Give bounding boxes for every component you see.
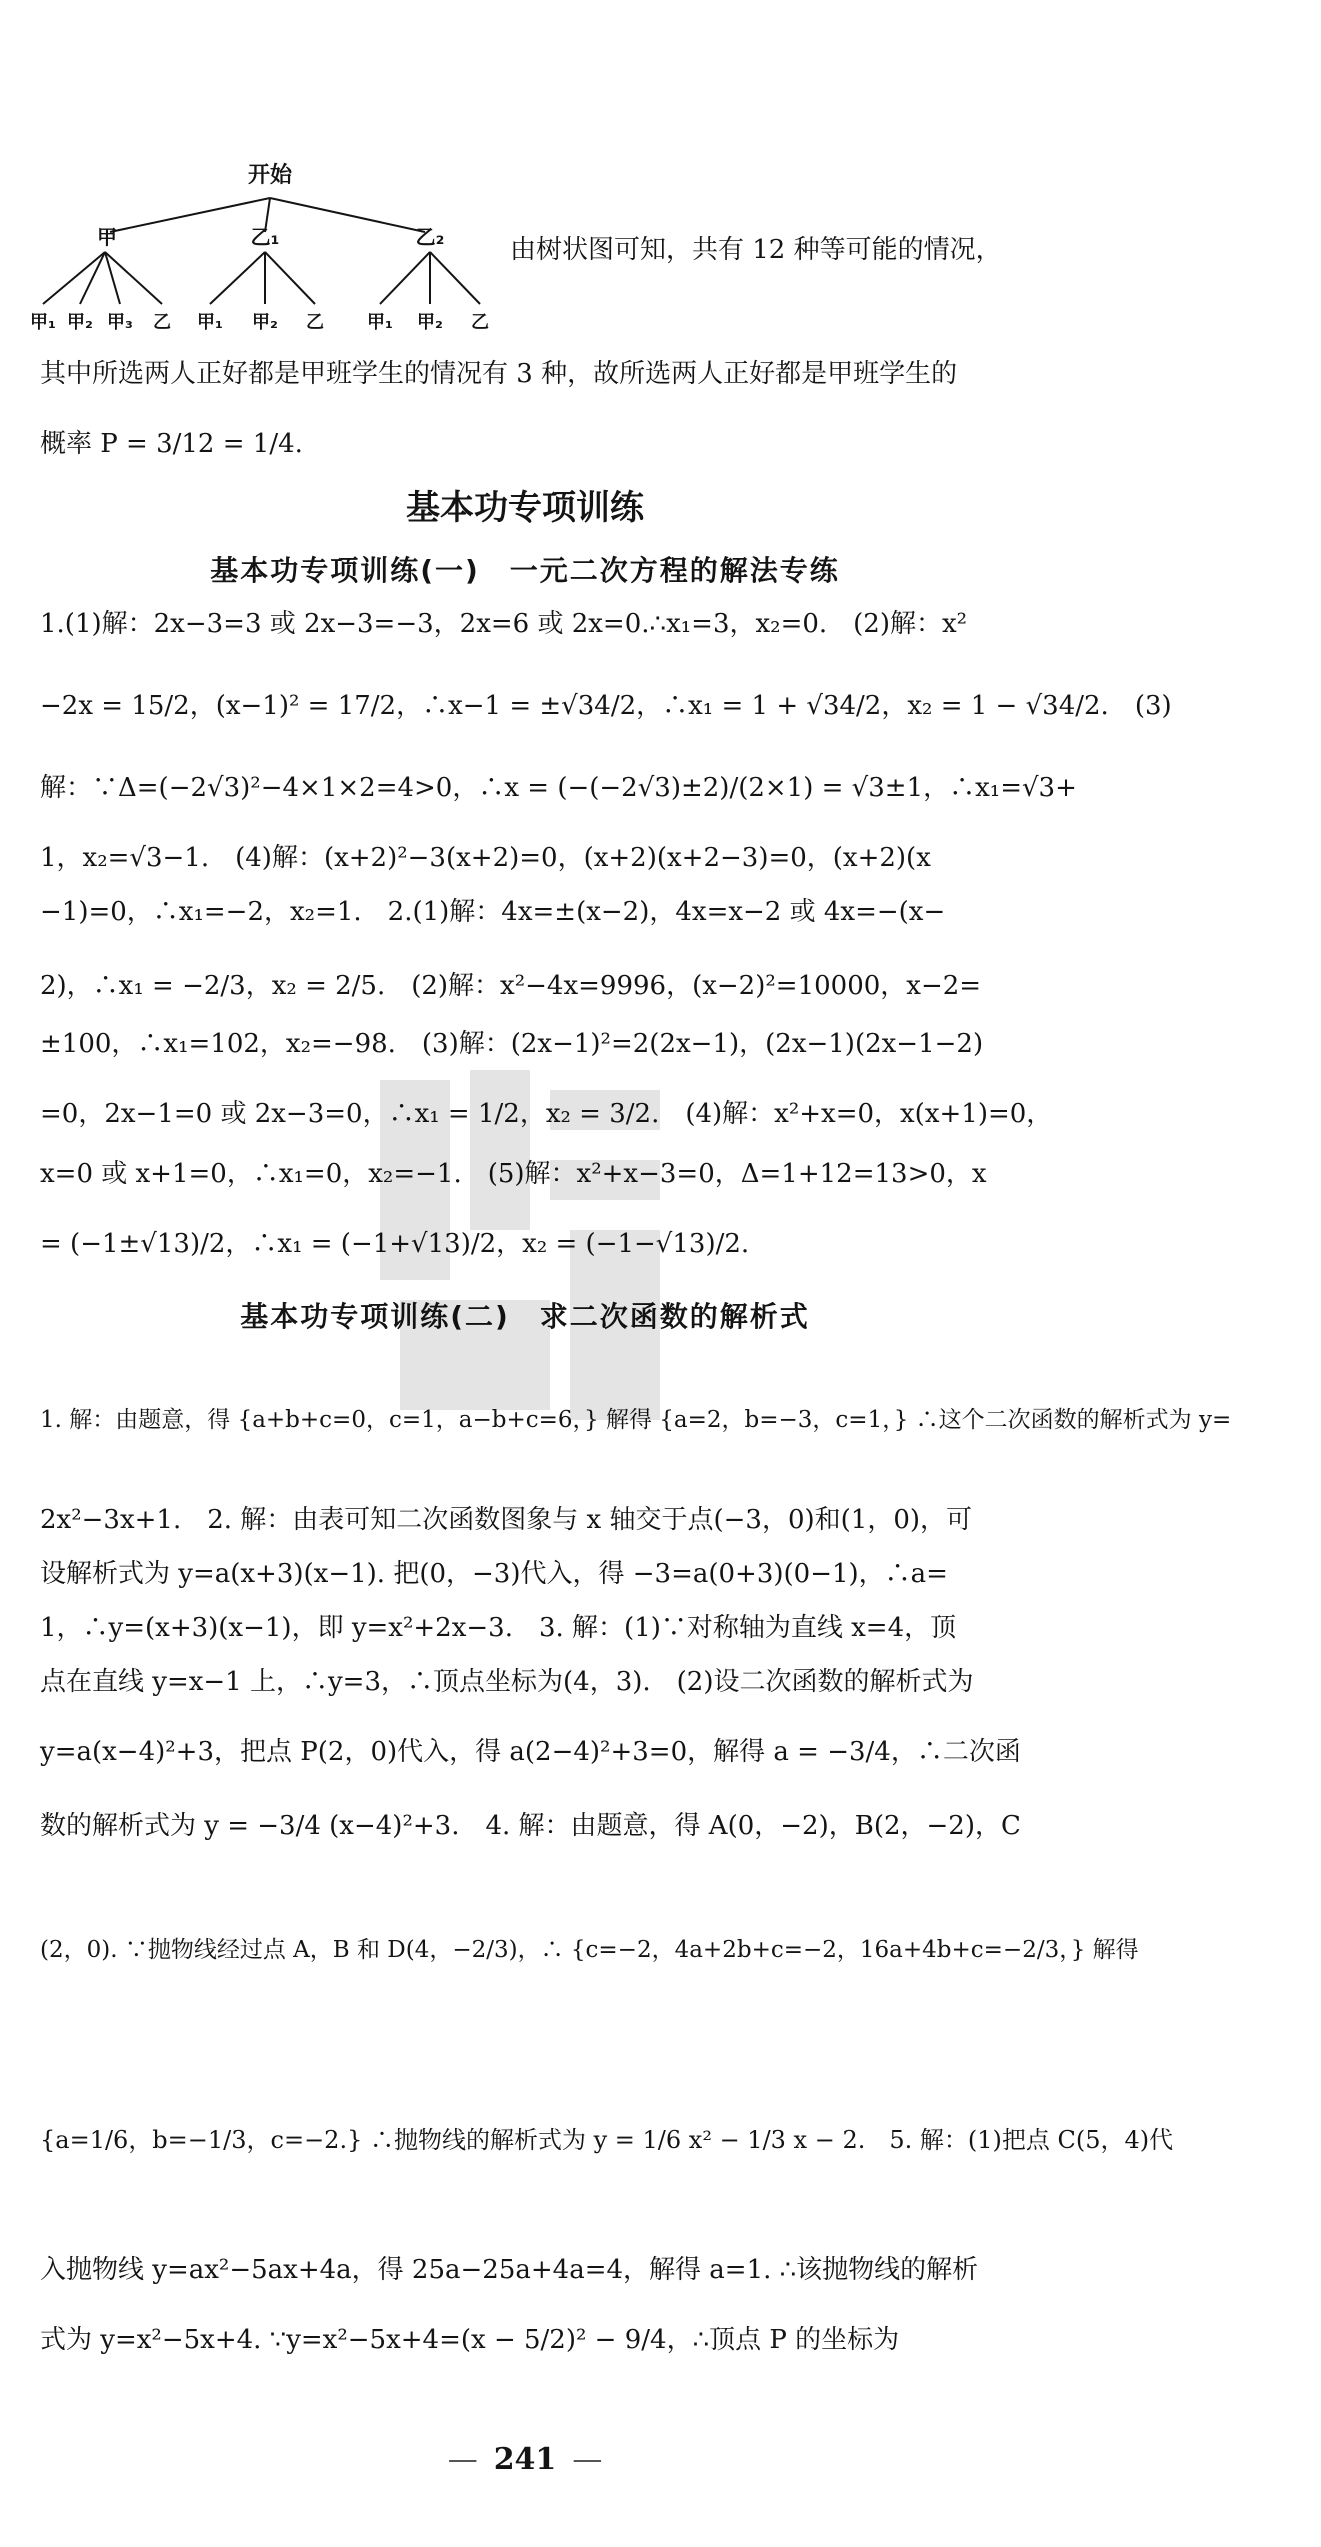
tree-node-label: 乙₂ xyxy=(415,225,445,249)
text-line: 概率 P = 3/12 = 1/4. xyxy=(40,429,303,459)
text-line: 1，∴y=(x+3)(x−1)，即 y=x²+2x−3. 3. 解：(1)∵对称轴为直线 x=4，顶 xyxy=(40,1613,957,1643)
text-line: 数的解析式为 y = −3/4 (x−4)²+3. 4. 解：由题意，得 A(0，−2)，B(2，−2)，C xyxy=(40,1811,1021,1841)
text-line: x=0 或 x+1=0，∴x₁=0，x₂=−1. (5)解：x²+x−3=0，Δ=1+12=13>0，x xyxy=(40,1159,987,1189)
tree-leaf-label: 甲₃ xyxy=(107,312,133,333)
page-number-value: 241 xyxy=(493,2442,557,2477)
tree-leaf-label: 甲₂ xyxy=(252,312,278,333)
text-line: (2，0). ∵抛物线经过点 A，B 和 D(4，−2/3)，∴ {c=−2，4a+2b+c=−2，16a+4b+c=−2/3，} 解得 xyxy=(40,1937,1139,1963)
text-line: −1)=0，∴x₁=−2，x₂=1. 2.(1)解：4x=±(x−2)，4x=x−2 或 4x=−(x− xyxy=(40,897,946,927)
tree-leaf-label: 甲₁ xyxy=(197,312,223,333)
text-line: y=a(x−4)²+3，把点 P(2，0)代入，得 a(2−4)²+3=0，解得 a = −3/4，∴二次函 xyxy=(40,1737,1021,1767)
tree-leaf-label: 甲₁ xyxy=(367,312,393,333)
text-line: 2)，∴x₁ = −2/3，x₂ = 2/5. (2)解：x²−4x=9996，(x−2)²=10000，x−2= xyxy=(40,971,982,1001)
text-line: 解：∵Δ=(−2√3)²−4×1×2=4>0，∴x = (−(−2√3)±2)/(2×1) = √3±1，∴x₁=√3+ xyxy=(40,773,1077,803)
text-line: −2x = 15/2，(x−1)² = 17/2，∴x−1 = ±√34/2，∴x₁ = 1 + √34/2，x₂ = 1 − √34/2. (3) xyxy=(40,691,1172,721)
text-line: 点在直线 y=x−1 上，∴y=3，∴顶点坐标为(4，3). (2)设二次函数的解析式为 xyxy=(40,1667,974,1697)
page-number-dash: — xyxy=(572,2442,603,2477)
subsection-heading: 基本功专项训练(一) 一元二次方程的解法专练 xyxy=(210,554,840,587)
page-number xyxy=(0,2440,1050,2480)
text-line: 设解析式为 y=a(x+3)(x−1). 把(0，−3)代入，得 −3=a(0+3)(0−1)，∴a= xyxy=(40,1559,948,1589)
tree-leaf-label: 乙 xyxy=(153,312,171,333)
text-line: =0，2x−1=0 或 2x−3=0，∴x₁ = 1/2，x₂ = 3/2. (4)解：x²+x=0，x(x+1)=0， xyxy=(40,1099,1053,1129)
text-line: 入抛物线 y=ax²−5ax+4a，得 25a−25a+4a=4，解得 a=1. ∴该抛物线的解析 xyxy=(40,2255,979,2285)
subsection-heading: 基本功专项训练(二) 求二次函数的解析式 xyxy=(240,1300,810,1333)
tree-root-label: 开始 xyxy=(247,163,293,188)
text-line: {a=1/6，b=−1/3，c=−2.} ∴抛物线的解析式为 y = 1/6 x² − 1/3 x − 2. 5. 解：(1)把点 C(5，4)代 xyxy=(40,2126,1174,2154)
text-line: ±100，∴x₁=102，x₂=−98. (3)解：(2x−1)²=2(2x−1)，(2x−1)(2x−1−2) xyxy=(40,1029,984,1059)
tree-leaf-label: 甲₂ xyxy=(417,312,443,333)
text-line: 1. 解：由题意，得 {a+b+c=0，c=1，a−b+c=6，} 解得 {a=2，b=−3，c=1，} ∴这个二次函数的解析式为 y= xyxy=(40,1407,1232,1433)
text-line: 其中所选两人正好都是甲班学生的情况有 3 种，故所选两人正好都是甲班学生的 xyxy=(40,359,958,389)
tree-caption: 由树状图可知，共有 12 种等可能的情况， xyxy=(510,235,1002,265)
tree-leaf-label: 乙 xyxy=(306,312,324,333)
text-line: 1.(1)解：2x−3=3 或 2x−3=−3，2x=6 或 2x=0.∴x₁=3，x₂=0. (2)解：x² xyxy=(40,609,968,639)
text-line: 式为 y=x²−5x+4. ∵y=x²−5x+4=(x − 5/2)² − 9/4，∴顶点 P 的坐标为 xyxy=(40,2325,900,2355)
text-line: 2x²−3x+1. 2. 解：由表可知二次函数图象与 x 轴交于点(−3，0)和(1，0)，可 xyxy=(40,1505,973,1535)
tree-node-label: 甲 xyxy=(97,225,117,249)
tree-leaf-label: 乙 xyxy=(471,312,489,333)
page-number-dash: — xyxy=(447,2442,478,2477)
tree-diagram xyxy=(25,150,525,350)
tree-leaf-label: 甲₁ xyxy=(30,312,56,333)
tree-node-label: 乙₁ xyxy=(250,225,280,249)
text-line: = (−1±√13)/2，∴x₁ = (−1+√13)/2，x₂ = (−1−√13)/2. xyxy=(40,1229,750,1259)
tree-leaf-label: 甲₂ xyxy=(67,312,93,333)
text-line: 1，x₂=√3−1. (4)解：(x+2)²−3(x+2)=0，(x+2)(x+2−3)=0，(x+2)(x xyxy=(40,843,931,873)
section-title: 基本功专项训练 xyxy=(406,488,644,528)
